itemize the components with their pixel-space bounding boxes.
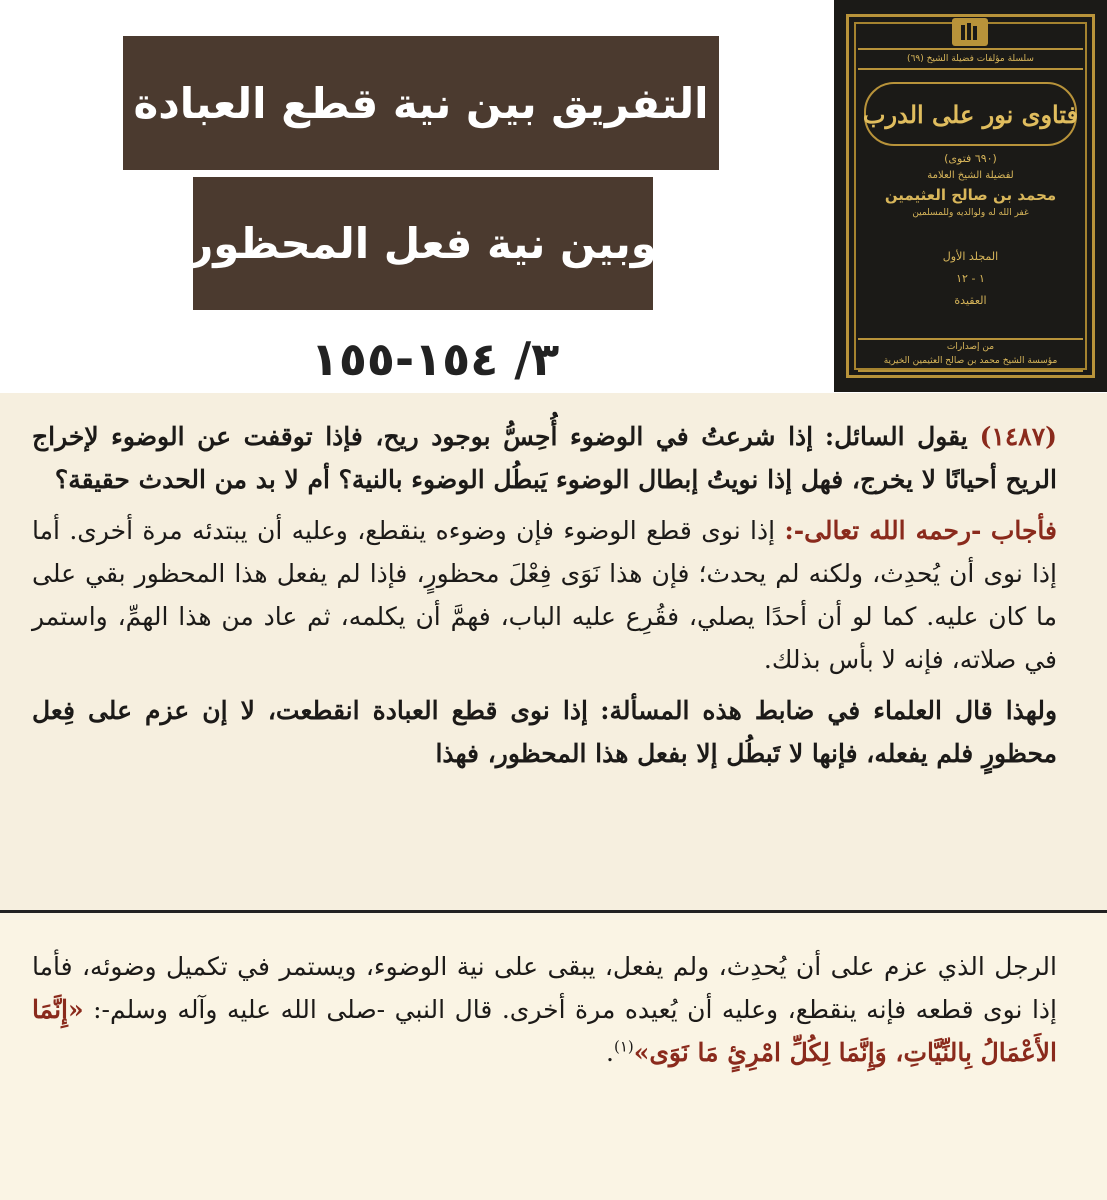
book-publisher-prefix: من إصدارات — [946, 342, 995, 352]
title-line-2: وبين نية فعل المحظور — [193, 177, 653, 310]
answer-text: إذا نوى قطع الوضوء فإن وضوءه ينقطع، وعليه أن يبتدئه مرة أخرى. أما إذا نوى أن يُحدِث، ولكنه لم يحدث؛ فإن هذا نَوَى فِعْلَ محظورٍ، فإذا لم يفعل هذا المحظور بقي على ما كان عليه. كما لو أن أحدًا يصلي، فقُرِع عليه الباب، فهمَّ أن يكلمه، ثم عاد من هذا الهمِّ، واستمر في صلاته، فإنه لا بأس بذلك. — [32, 516, 1057, 674]
scanned-page-2 — [0, 913, 1107, 1200]
book-publisher-band — [858, 338, 1083, 372]
question-paragraph — [32, 415, 1057, 501]
rule-label: ولهذا قال العلماء في ضابط هذه المسألة: — [600, 696, 1058, 725]
rule-paragraph — [32, 689, 1057, 775]
books-icon — [958, 22, 982, 42]
answer-label: فأجاب — [990, 516, 1057, 545]
book-series-band: سلسلة مؤلفات فضيلة الشيخ (٦٩) — [858, 48, 1083, 70]
book-fatwa-count: (٦٩٠ فتوى) — [944, 152, 997, 165]
question-label: يقول السائل: — [824, 422, 968, 451]
rule-text: إذا نوى قطع العبادة انقطعت، لا إن عزم على فِعل محظورٍ فلم يفعله، فإنها لا تَبطُل إلا بفعل هذا المحظور، فهذا — [32, 696, 1057, 768]
answer-honorific: -رحمه الله تعالى-: — [784, 516, 982, 545]
book-range: ١ - ١٢ — [956, 272, 985, 285]
scanned-page-1 — [0, 393, 1107, 913]
answer-paragraph — [32, 509, 1057, 681]
continuation-text: الرجل الذي عزم على أن يُحدِث، ولم يفعل، يبقى على نية الوضوء، ويستمر في تكميل وضوئه، فأما إذا نوى قطعه فإنه ينقطع، وعليه أن يُعيده مرة أخرى. — [32, 952, 1057, 1024]
book-author-note: غفر الله له ولوالديه وللمسلمين — [912, 208, 1029, 218]
book-publisher: مؤسسة الشيخ محمد بن صالح العثيمين الخيرية — [883, 356, 1058, 366]
book-topic: العقيدة — [954, 294, 987, 307]
book-volume: المجلد الأول — [942, 250, 999, 263]
continuation-paragraph: الرجل الذي عزم على أن يُحدِث، ولم يفعل، يبقى على نية الوضوء، ويستمر في تكميل وضوئه، فأما إذا نوى قطعه فإنه ينقطع، وعليه أن يُعيده مرة أخرى. قال النبي -صلى الله عليه وآله وسلم-: «إِنَّمَا الأَعْمَالُ بِالنِّيَّاتِ، وَإِنَّمَا لِكُلِّ امْرِئٍ مَا نَوَى»$^{(١)}$. — [32, 952, 1057, 1067]
book-author-prefix: لفضيلة الشيخ العلامة — [927, 170, 1014, 181]
question-number: (١٤٨٧) — [979, 422, 1057, 451]
question-text: إذا شرعتُ في الوضوء أُحِسُّ بوجود ريح، فإذا توقفت عن الوضوء لإخراج الريح أحيانًا لا يخرج، فهل إذا نويتُ إبطال الوضوء يَبطُل الوضوء بالنية؟ أم لا بد من الحدث حقيقة؟ — [32, 422, 1057, 494]
book-cover-image — [834, 0, 1107, 392]
title-line-1: التفريق بين نية قطع العبادة — [123, 36, 719, 170]
book-title: فتاوى نور على الدرب — [864, 82, 1077, 146]
footnote-marker: (١) — [613, 1037, 634, 1056]
book-author: محمد بن صالح العثيمين — [884, 186, 1057, 204]
hadith-text: «إِنَّمَا الأَعْمَالُ بِالنِّيَّاتِ، وَإِنَّمَا لِكُلِّ امْرِئٍ مَا نَوَى» — [32, 995, 1057, 1067]
page-reference: ٣/ ١٥٤-١٥٥ — [310, 332, 560, 386]
prophet-intro: قال النبي -صلى الله عليه وآله وسلم-: — [93, 995, 493, 1024]
